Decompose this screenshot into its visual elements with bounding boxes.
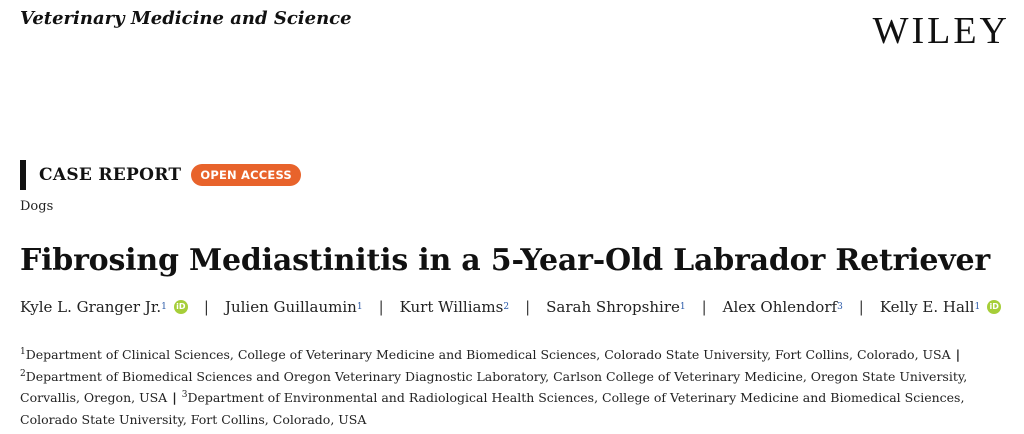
affiliations	[20, 344, 1005, 430]
affiliation-number: 2	[20, 368, 26, 379]
author-ohlendorf[interactable]: Alex Ohlendorf 3	[722, 298, 843, 316]
author-guillaumin[interactable]: Julien Guillaumin 1	[224, 298, 363, 316]
author-name[interactable]: Kelly E. Hall	[879, 298, 975, 316]
author-name[interactable]: Julien Guillaumin	[224, 298, 357, 316]
orcid-icon[interactable]: iD	[174, 300, 188, 314]
affiliation-text: Department of Biomedical Sciences and Oregon Veterinary Diagnostic Laboratory, Carlson College of Veterinary Medicine, Oregon State University, Corvallis, Oregon, USA	[20, 368, 968, 405]
affiliation-text: Department of Environmental and Radiological Health Sciences, College of Veterinary Medicine and Biomedical Sciences, Colorado State University, Fort Collins, Colorado, USA	[20, 390, 965, 427]
author-name[interactable]: Kurt Williams	[399, 298, 504, 316]
affiliation-number: 1	[20, 346, 26, 357]
article-title: Fibrosing Mediastinitis in a 5-Year-Old Labrador Retriever	[20, 243, 991, 278]
publisher-logo[interactable]: WILEY	[872, 10, 1010, 52]
affiliation-separator: |	[955, 347, 961, 362]
affiliation-text: Department of Clinical Sciences, College of Veterinary Medicine and Biomedical Sciences, Colorado State University, Fort Collins, Colorado, USA	[25, 347, 951, 362]
author-separator: |	[525, 298, 531, 316]
author-name[interactable]: Sarah Shropshire	[546, 298, 680, 316]
affiliation-number: 3	[181, 389, 188, 400]
type-bar-decoration	[20, 160, 26, 190]
author-list	[20, 298, 1001, 316]
author-granger[interactable]: Kyle L. Granger Jr. 1 iD	[20, 298, 188, 316]
affiliation-1	[20, 347, 951, 362]
author-separator: |	[701, 298, 707, 316]
author-separator: |	[378, 298, 384, 316]
article-type: CASE REPORT	[39, 165, 182, 185]
subject-category[interactable]: Dogs	[20, 199, 54, 214]
author-hall[interactable]: Kelly E. Hall 1 iD	[880, 298, 1001, 316]
author-name[interactable]: Alex Ohlendorf	[722, 298, 838, 316]
journal-name[interactable]: Veterinary Medicine and Science	[20, 8, 352, 29]
article-type-row	[20, 160, 301, 190]
author-shropshire[interactable]: Sarah Shropshire 1	[546, 298, 686, 316]
author-separator: |	[203, 298, 209, 316]
author-separator: |	[858, 298, 864, 316]
orcid-icon[interactable]: iD	[987, 300, 1001, 314]
open-access-badge: OPEN ACCESS	[191, 164, 301, 186]
affiliation-separator: |	[172, 390, 177, 405]
author-williams[interactable]: Kurt Williams 2	[399, 298, 510, 316]
author-name[interactable]: Kyle L. Granger Jr.	[20, 298, 162, 316]
